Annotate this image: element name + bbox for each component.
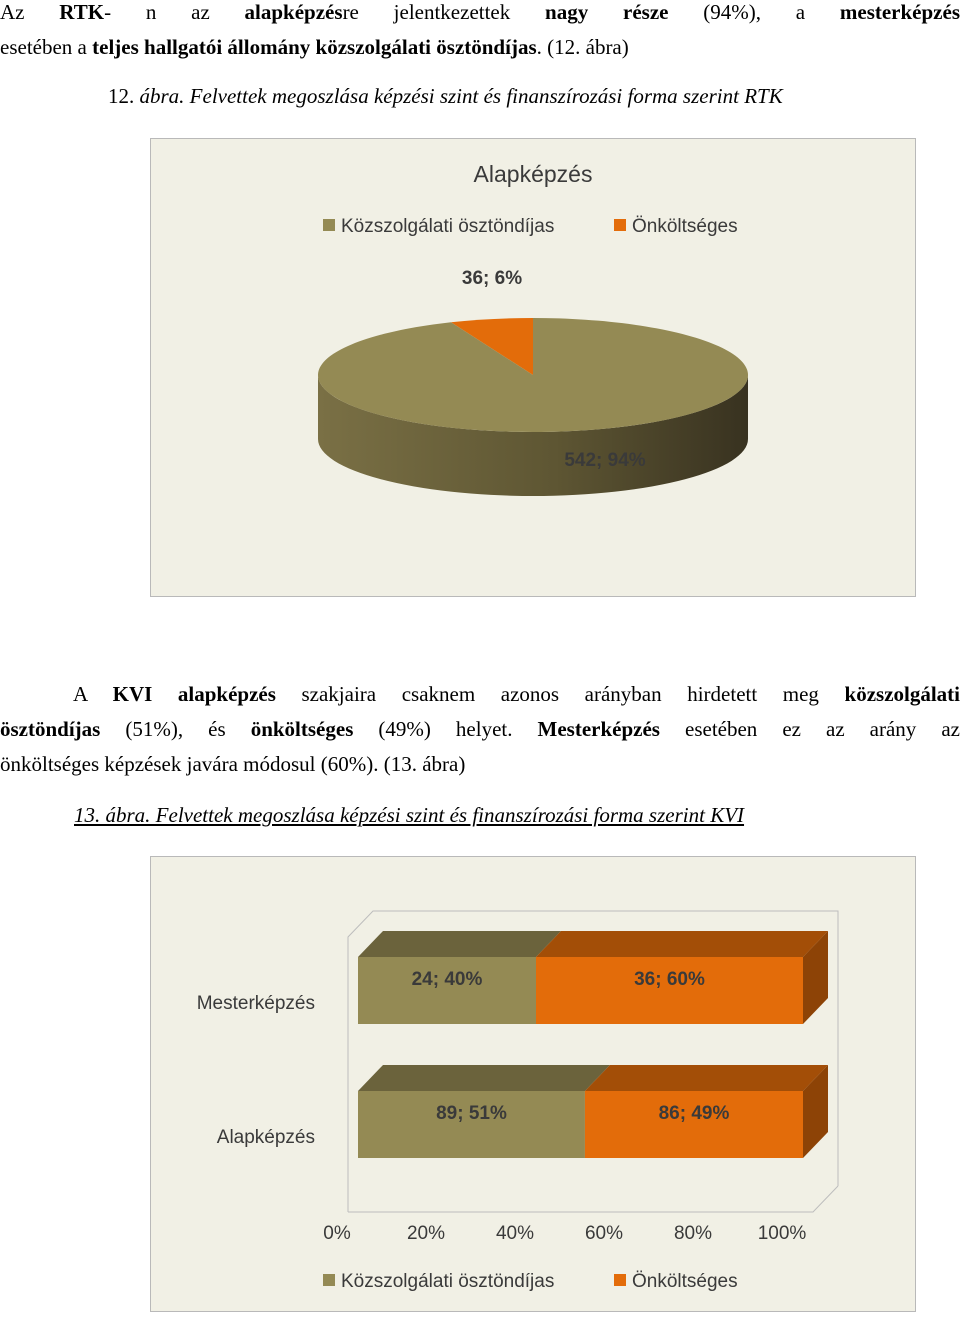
text: A (73, 682, 113, 706)
text: önköltséges képzések javára módosul (60%). (13. ábra) (0, 752, 466, 776)
bold-text: ösztöndíjas (0, 717, 101, 741)
legend-swatch (323, 1274, 335, 1286)
category-label: Alapképzés (216, 1127, 315, 1148)
bar-top-kozszolgalati (358, 931, 561, 957)
x-tick-label: 60% (584, 1223, 624, 1244)
x-tick-label: 40% (495, 1223, 535, 1244)
text: . (12. ábra) (536, 35, 629, 59)
kvi-line-3 (0, 747, 960, 782)
bar-chart-svg (151, 857, 917, 1313)
bar-data-label: 89; 51% (436, 1103, 507, 1124)
bold-text: teljes hallgatói állomány közszolgálati ösztöndíjas (92, 35, 537, 59)
pie-chart-title: Alapképzés (473, 161, 593, 187)
figure-12-caption (108, 84, 783, 109)
bold-text: önköltséges (250, 717, 354, 741)
x-tick-label: 20% (406, 1223, 446, 1244)
bold-text: közszolgálati (844, 682, 960, 706)
legend-swatch (614, 1274, 626, 1286)
text: (51%), és (100, 717, 251, 741)
intro-line-2 (0, 30, 960, 65)
kvi-line-2 (0, 712, 960, 747)
text: - n az (104, 0, 245, 24)
pie-slice-kozszolgalati (318, 318, 748, 432)
legend-swatch-onkoltseges (614, 219, 626, 231)
kvi-paragraph (0, 677, 960, 782)
bar-segment-kozszolgalati (358, 957, 536, 1024)
figure-title: ábra. Felvettek megoszlása képzési szint és finanszírozási forma szerint RTK (139, 84, 783, 108)
legend-swatch-kozszolgalati (323, 219, 335, 231)
pie-label-kozszolgalati: 542; 94% (564, 450, 646, 471)
figure-number: 12. (108, 84, 140, 108)
bar-top-onkoltseges (585, 1065, 828, 1091)
text: esetében a (0, 35, 93, 59)
bold-text: Mesterképzés (537, 717, 660, 741)
legend-label-onkoltseges: Önköltséges (632, 216, 738, 237)
text: Az (0, 0, 60, 24)
text: (49%) helyet. (353, 717, 538, 741)
pie-chart (150, 138, 916, 597)
bold-text: mesterképzés (839, 0, 960, 24)
text: re jelentkezettek (342, 0, 546, 24)
bar-segment-onkoltseges (536, 957, 803, 1024)
bar-top-onkoltseges (536, 931, 828, 957)
bold-text: nagy része (545, 0, 669, 24)
bold-text: alapképzés (177, 682, 276, 706)
plot-floor (348, 1186, 838, 1212)
bar-segment-kozszolgalati (358, 1091, 585, 1158)
pie-chart-svg (151, 139, 917, 598)
text: szakjaira csaknem azonos arányban hirdetett meg (275, 682, 845, 706)
x-tick-label: 0% (323, 1223, 351, 1244)
text: (94%), a (668, 0, 840, 24)
legend-label-kozszolgalati: Közszolgálati ösztöndíjas (341, 216, 555, 237)
bar-data-label: 36; 60% (634, 969, 705, 990)
category-label: Mesterképzés (196, 993, 315, 1014)
intro-line-1 (0, 0, 960, 30)
x-tick-label: 80% (673, 1223, 713, 1244)
bar-data-label: 24; 40% (411, 969, 483, 990)
kvi-line-1 (0, 677, 960, 712)
bold-text: alapképzés (244, 0, 343, 24)
text (152, 682, 178, 706)
bar-data-label: 86; 49% (658, 1103, 730, 1124)
figure-13-caption: 13. ábra. Felvettek megoszlása képzési szint és finanszírozási forma szerint KVI (74, 803, 745, 827)
bar-chart (150, 856, 916, 1312)
x-tick-label: 100% (757, 1223, 807, 1244)
pie-label-onkoltseges: 36; 6% (461, 268, 523, 289)
text: esetében ez az arány az (659, 717, 960, 741)
bold-text: KVI (112, 682, 153, 706)
bar-top-kozszolgalati (358, 1065, 610, 1091)
legend-label: Közszolgálati ösztöndíjas (341, 1271, 555, 1292)
legend-label: Önköltséges (632, 1271, 738, 1292)
bold-text: RTK (59, 0, 105, 24)
intro-paragraph (0, 0, 960, 65)
bar-segment-onkoltseges (585, 1091, 803, 1158)
